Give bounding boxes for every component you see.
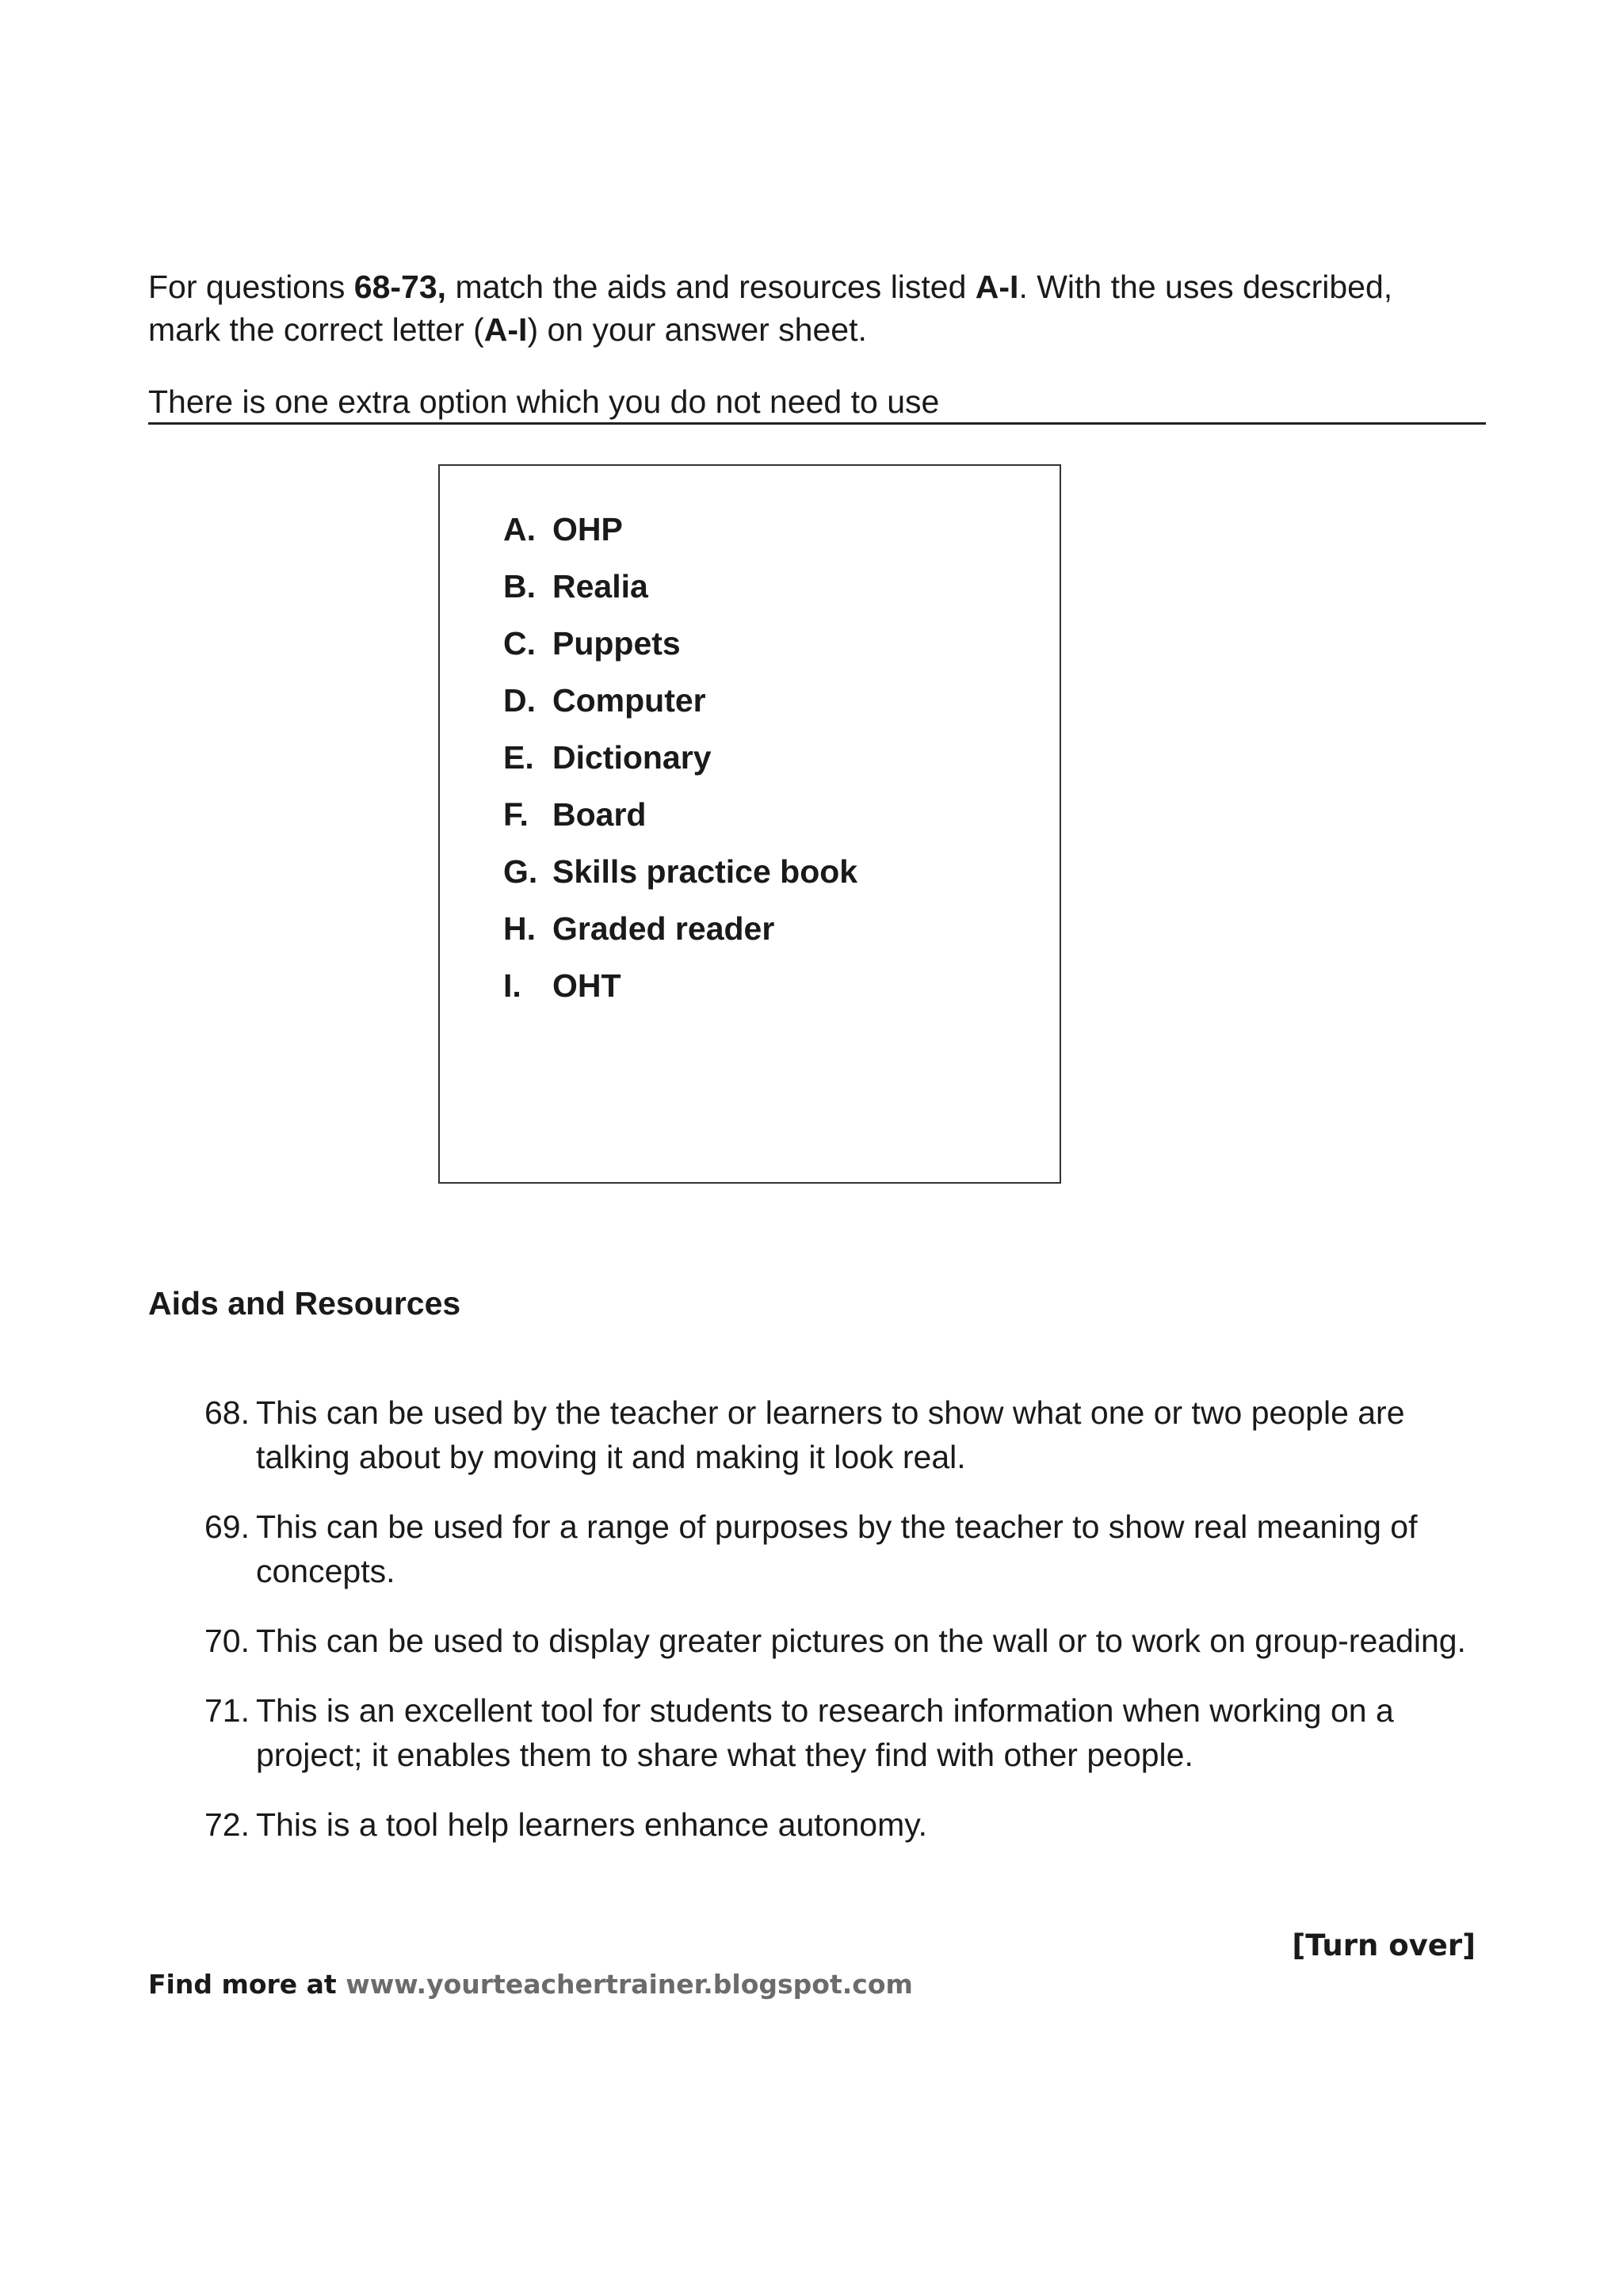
options-box [438, 464, 1061, 1184]
option-name: Graded reader [552, 910, 775, 947]
option-letter: G. [503, 853, 538, 890]
footer-url-link[interactable]: www.yourteachertrainer.blogspot.com [346, 1969, 913, 2000]
question-item [204, 1390, 1504, 1479]
option-letter: D. [503, 682, 536, 719]
option-name: Board [552, 796, 647, 833]
option-item [503, 957, 857, 1014]
option-item [503, 729, 857, 786]
option-name: Dictionary [552, 739, 712, 776]
option-range: A-I [975, 269, 1019, 305]
instructions-text: match the aids and resources listed [446, 269, 976, 305]
question-item [204, 1688, 1504, 1777]
option-item [503, 900, 857, 957]
option-letter: I. [503, 967, 521, 1004]
question-item [204, 1802, 1504, 1847]
footer [148, 1965, 913, 2004]
option-item [503, 786, 857, 843]
option-letter: B. [503, 568, 536, 605]
questions-list [204, 1390, 1504, 1872]
question-number: 71. [204, 1692, 250, 1729]
option-letter: C. [503, 625, 536, 662]
question-number: 69. [204, 1508, 250, 1545]
option-letter: E. [503, 739, 534, 776]
option-letter: H. [503, 910, 536, 947]
option-range: A-I [483, 311, 528, 348]
instructions [148, 265, 1495, 351]
option-name: OHP [552, 511, 623, 547]
option-item [503, 843, 857, 900]
option-name: Skills practice book [552, 853, 858, 890]
question-number: 68. [204, 1394, 250, 1431]
question-item [204, 1505, 1504, 1593]
instructions-text: mark the correct letter ( [148, 311, 484, 348]
instructions-line-1 [148, 265, 1495, 308]
instructions-text: ) on your answer sheet. [527, 311, 867, 348]
question-text: This can be used by the teacher or learners to show what one or two people are talking about by moving it and making it look real. [256, 1394, 1405, 1475]
turn-over-label: [Turn over] [1292, 1928, 1476, 1962]
option-item [503, 615, 857, 672]
option-item [503, 501, 857, 558]
section-title: Aids and Resources [148, 1285, 461, 1322]
question-text: This is a tool help learners enhance autonomy. [256, 1806, 928, 1843]
question-text: This can be used to display greater pictures on the wall or to work on group-reading. [256, 1623, 1466, 1659]
question-range: 68-73, [353, 269, 447, 305]
option-name: Puppets [552, 625, 681, 662]
option-item [503, 672, 857, 729]
extra-option-note: There is one extra option which you do not need to use [148, 383, 940, 420]
question-item [204, 1619, 1504, 1663]
divider-line [148, 422, 1486, 425]
instructions-text: For questions [148, 269, 354, 305]
option-letter: A. [503, 511, 536, 547]
option-letter: F. [503, 796, 529, 833]
option-name: Realia [552, 568, 648, 605]
option-name: OHT [552, 967, 621, 1004]
option-item [503, 558, 857, 615]
question-text: This can be used for a range of purposes by the teacher to show real meaning of concepts. [256, 1508, 1418, 1589]
question-text: This is an excellent tool for students to research information when working on a project; it enables them to share what they find with other people. [256, 1692, 1394, 1773]
instructions-text: . With the uses described, [1018, 269, 1393, 305]
question-number: 72. [204, 1806, 250, 1843]
options-list [503, 501, 857, 1014]
instructions-line-2 [148, 308, 1495, 351]
question-number: 70. [204, 1623, 250, 1659]
footer-label: Find more at [148, 1969, 346, 2000]
option-name: Computer [552, 682, 706, 719]
